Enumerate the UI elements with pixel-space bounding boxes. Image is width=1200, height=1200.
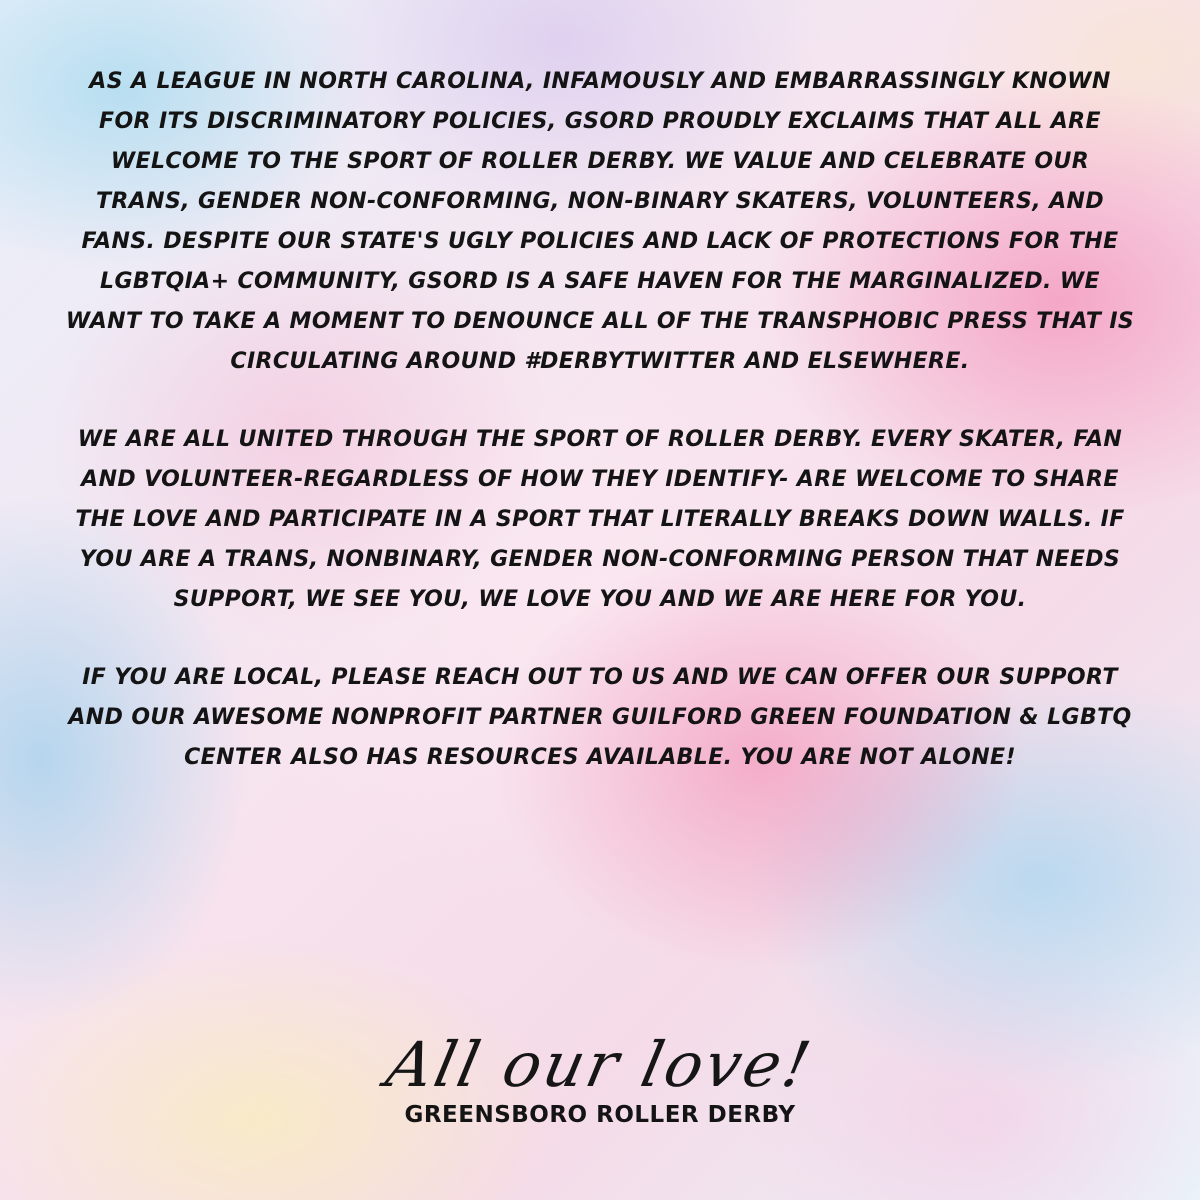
league-name: GREENSBORO ROLLER DERBY (404, 1102, 796, 1128)
script-signoff: All our love! (380, 1028, 820, 1101)
signoff (0, 1030, 1200, 1100)
statement-paragraph-2: WE ARE ALL UNITED THROUGH THE SPORT OF ROLLER DERBY. EVERY SKATER, FAN AND VOLUNTEER-REGARDLESS OF HOW THEY IDENTIFY- ARE WELCOME TO SHARE THE LOVE AND PARTICIPATE IN A SPORT THAT LITERALLY BREAKS DOWN WALLS. IF YOU ARE A TRANS, NONBINARY, GENDER NON-CONFORMING PERSON THAT NEEDS SUPPORT, WE SEE YOU, WE LOVE YOU AND WE ARE HERE FOR YOU. (75, 427, 1125, 612)
statement-paragraph-3: IF YOU ARE LOCAL, PLEASE REACH OUT TO US AND WE CAN OFFER OUR SUPPORT AND OUR AWESOME NONPROFIT PARTNER GUILFORD GREEN FOUNDATION & LGBTQ CENTER ALSO HAS RESOURCES AVAILABLE. YOU ARE NOT ALONE! (68, 665, 1132, 770)
statement-text-block (60, 62, 1140, 778)
statement-paragraph-1: AS A LEAGUE IN NORTH CAROLINA, INFAMOUSLY AND EMBARRASSINGLY KNOWN FOR ITS DISCRIMINATORY POLICIES, GSORD PROUDLY EXCLAIMS THAT ALL ARE WELCOME TO THE SPORT OF ROLLER DERBY. WE VALUE AND CELEBRATE OUR TRANS, GENDER NON-CONFORMING, NON-BINARY SKATERS, VOLUNTEERS, AND FANS. DESPITE OUR STATE'S UGLY POLICIES AND LACK OF PROTECTIONS FOR THE LGBTQIA+ COMMUNITY, GSORD IS A SAFE HAVEN FOR THE MARGINALIZED. WE WANT TO TAKE A MOMENT TO DENOUNCE ALL OF THE TRANSPHOBIC PRESS THAT IS CIRCULATING AROUND #DERBYTWITTER AND ELSEWHERE. (65, 69, 1135, 374)
